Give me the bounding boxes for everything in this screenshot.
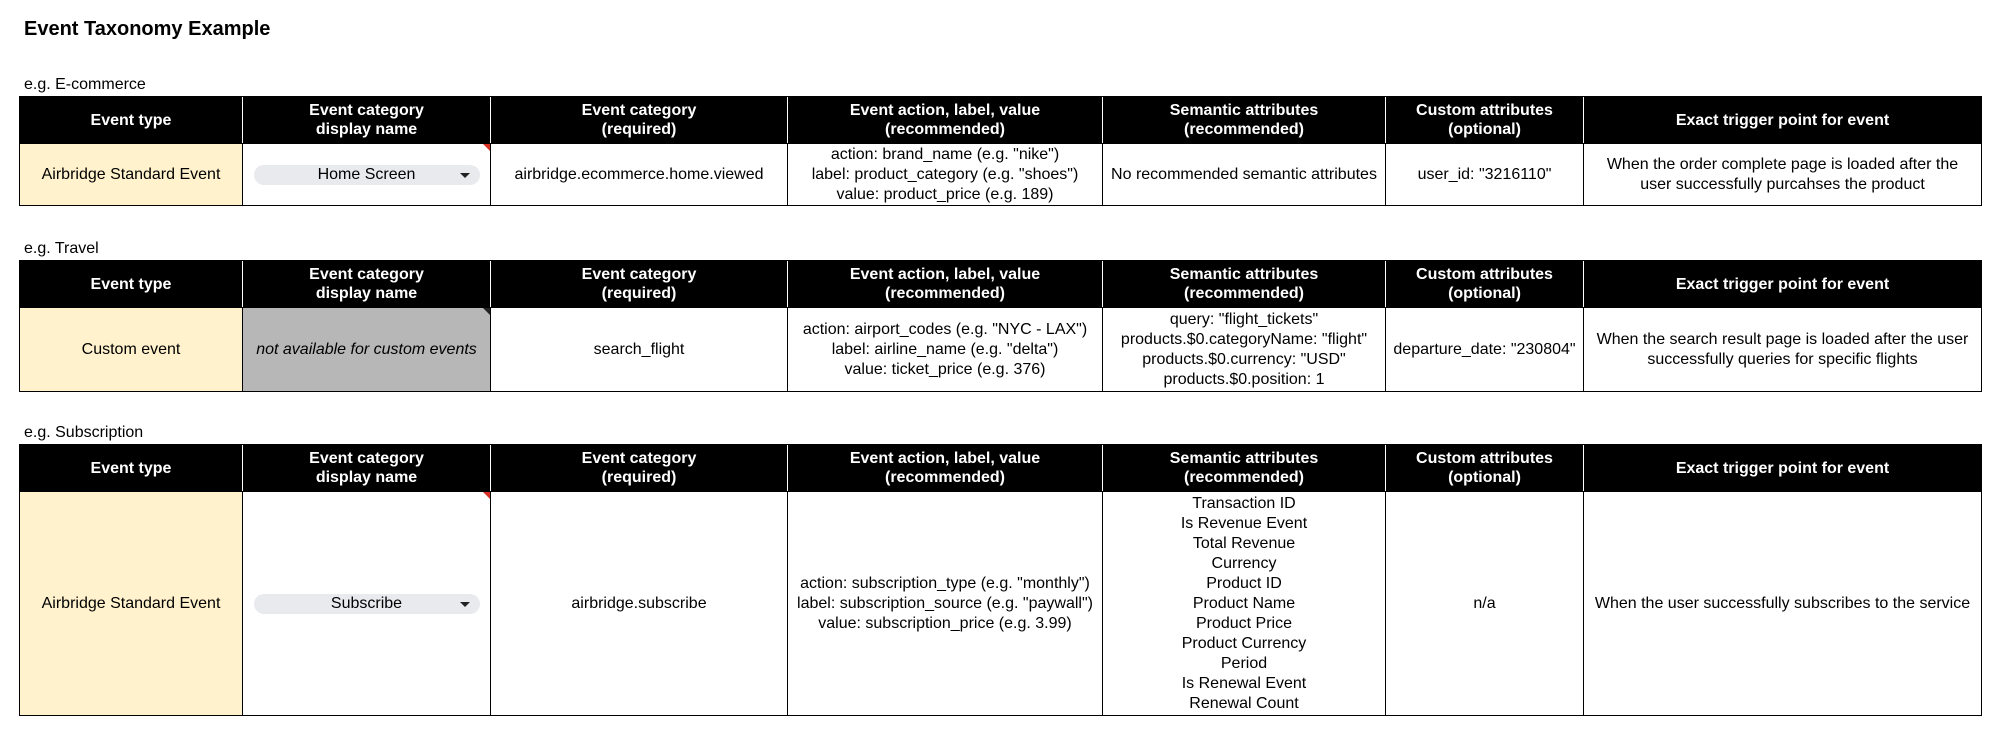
header-row xyxy=(20,261,1982,308)
display-name-cell[interactable] xyxy=(243,308,491,392)
table-ecommerce xyxy=(19,96,1982,206)
comment-marker-icon[interactable] xyxy=(483,492,490,499)
table-travel xyxy=(19,260,1982,392)
category-cell[interactable]: airbridge.ecommerce.home.viewed xyxy=(491,144,788,206)
header-event-type[interactable]: Event type xyxy=(20,261,243,308)
comment-marker-icon[interactable] xyxy=(483,308,490,315)
header-event-type[interactable]: Event type xyxy=(20,97,243,144)
custom-cell[interactable]: departure_date: "230804" xyxy=(1386,308,1584,392)
category-cell[interactable]: airbridge.subscribe xyxy=(491,492,788,716)
header-trigger[interactable]: Exact trigger point for event xyxy=(1584,445,1982,492)
chevron-down-icon xyxy=(460,602,470,607)
header-row xyxy=(20,445,1982,492)
section-label-subscription: e.g. Subscription xyxy=(24,424,144,441)
header-custom[interactable]: Custom attributes (optional) xyxy=(1386,445,1584,492)
header-semantic[interactable]: Semantic attributes (recommended) xyxy=(1103,445,1386,492)
header-action-label-value[interactable]: Event action, label, value (recommended) xyxy=(788,97,1103,144)
header-trigger[interactable]: Exact trigger point for event xyxy=(1584,97,1982,144)
table-row xyxy=(20,308,1982,392)
chevron-down-icon xyxy=(460,173,470,178)
unavailable-note: not available for custom events xyxy=(256,340,477,358)
header-display-name[interactable]: Event category display name xyxy=(243,97,491,144)
header-event-type[interactable]: Event type xyxy=(20,445,243,492)
section-label-travel: e.g. Travel xyxy=(24,240,99,257)
display-name-dropdown[interactable] xyxy=(254,165,480,185)
action-label-value-cell[interactable]: action: subscription_type (e.g. "monthly") label: subscription_source (e.g. "paywall") value: subscription_price (e.g. 3.99) xyxy=(788,492,1103,716)
header-display-name[interactable]: Event category display name xyxy=(243,261,491,308)
dropdown-value: Home Screen xyxy=(317,165,416,183)
event-type-cell[interactable]: Airbridge Standard Event xyxy=(20,492,243,716)
custom-cell[interactable]: n/a xyxy=(1386,492,1584,716)
header-display-name[interactable]: Event category display name xyxy=(243,445,491,492)
page-title: Event Taxonomy Example xyxy=(24,18,271,40)
custom-cell[interactable]: user_id: "3216110" xyxy=(1386,144,1584,206)
header-semantic[interactable]: Semantic attributes (recommended) xyxy=(1103,261,1386,308)
display-name-dropdown[interactable] xyxy=(254,594,480,614)
header-category[interactable]: Event category (required) xyxy=(491,261,788,308)
dropdown-value: Subscribe xyxy=(330,594,403,612)
trigger-cell[interactable]: When the order complete page is loaded after the user successfully purcahses the product xyxy=(1584,144,1982,206)
table-row xyxy=(20,144,1982,206)
event-type-cell[interactable]: Airbridge Standard Event xyxy=(20,144,243,206)
header-semantic[interactable]: Semantic attributes (recommended) xyxy=(1103,97,1386,144)
display-name-cell[interactable] xyxy=(243,144,491,206)
action-label-value-cell[interactable]: action: airport_codes (e.g. "NYC - LAX") label: airline_name (e.g. "delta") value: ticket_price (e.g. 376) xyxy=(788,308,1103,392)
header-custom[interactable]: Custom attributes (optional) xyxy=(1386,97,1584,144)
action-label-value-cell[interactable]: action: brand_name (e.g. "nike") label: product_category (e.g. "shoes") value: product_price (e.g. 189) xyxy=(788,144,1103,206)
trigger-cell[interactable]: When the search result page is loaded after the user successfully queries for specific flights xyxy=(1584,308,1982,392)
header-action-label-value[interactable]: Event action, label, value (recommended) xyxy=(788,445,1103,492)
display-name-cell[interactable] xyxy=(243,492,491,716)
section-label-ecommerce: e.g. E-commerce xyxy=(24,76,146,93)
header-action-label-value[interactable]: Event action, label, value (recommended) xyxy=(788,261,1103,308)
header-category[interactable]: Event category (required) xyxy=(491,97,788,144)
table-subscription xyxy=(19,444,1982,716)
header-category[interactable]: Event category (required) xyxy=(491,445,788,492)
event-type-cell[interactable]: Custom event xyxy=(20,308,243,392)
table-row xyxy=(20,492,1982,716)
comment-marker-icon[interactable] xyxy=(483,144,490,151)
trigger-cell[interactable]: When the user successfully subscribes to the service xyxy=(1584,492,1982,716)
semantic-cell[interactable]: No recommended semantic attributes xyxy=(1103,144,1386,206)
semantic-cell[interactable]: Transaction ID Is Revenue Event Total Revenue Currency Product ID Product Name Product Price Product Currency Period Is Renewal Event Renewal Count xyxy=(1103,492,1386,716)
semantic-cell[interactable]: query: "flight_tickets" products.$0.categoryName: "flight" products.$0.currency: "USD" products.$0.position: 1 xyxy=(1103,308,1386,392)
header-custom[interactable]: Custom attributes (optional) xyxy=(1386,261,1584,308)
header-row xyxy=(20,97,1982,144)
header-trigger[interactable]: Exact trigger point for event xyxy=(1584,261,1982,308)
category-cell[interactable]: search_flight xyxy=(491,308,788,392)
